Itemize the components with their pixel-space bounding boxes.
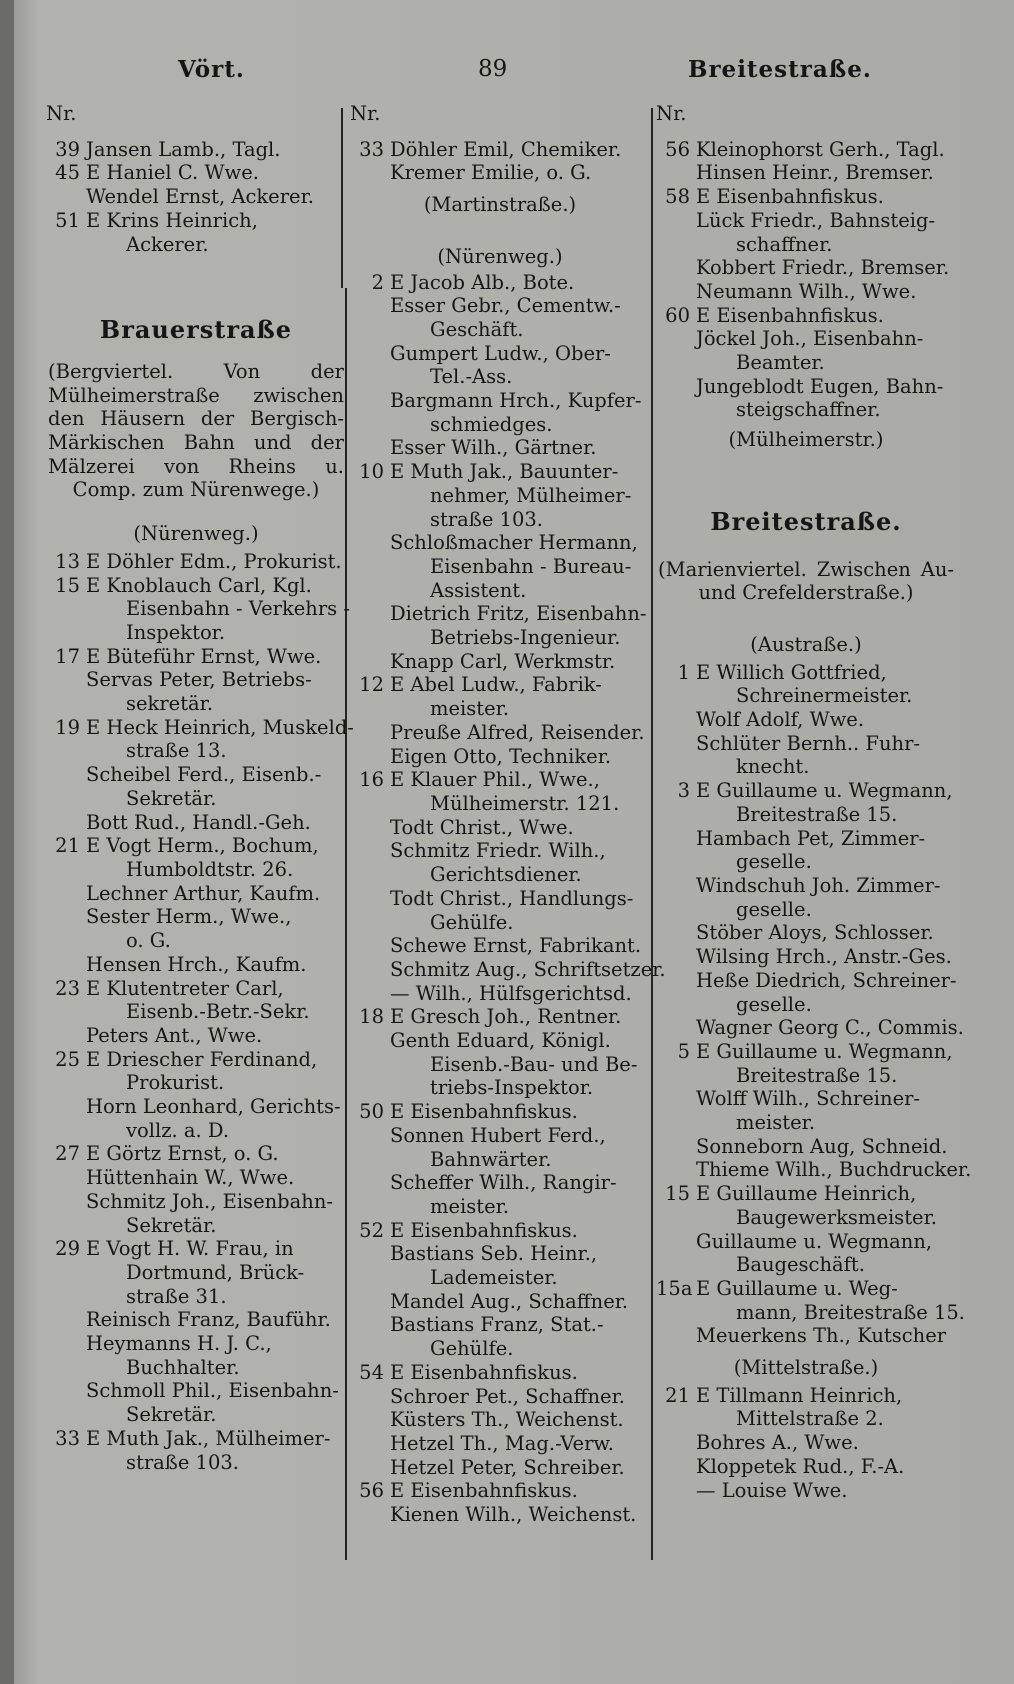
- entry-continuation: straße 103.: [126, 1450, 239, 1474]
- house-number: 56: [665, 137, 690, 161]
- entry-text: Schmitz Aug., Schriftsetzer.: [390, 957, 666, 981]
- entry-text: Kienen Wilh., Weichenst.: [390, 1503, 637, 1527]
- list-item: [350, 1005, 650, 1029]
- entry-text: E Guillaume u. Wegmann,: [696, 779, 953, 803]
- list-item: [46, 668, 346, 715]
- list-item: [656, 1230, 956, 1277]
- entry-text: E Vogt Herm., Bochum,: [86, 834, 319, 858]
- spacer: [46, 502, 346, 514]
- entry-continuation: schaffner.: [736, 232, 833, 256]
- entry-text: Heymanns H. J. C.,: [86, 1332, 272, 1356]
- entry-text: — Louise Wwe.: [696, 1478, 848, 1502]
- list-item: [46, 1048, 346, 1095]
- entry-text: Schroer Pet., Schaffner.: [390, 1384, 625, 1408]
- list-item: [46, 763, 346, 810]
- list-item: [350, 1313, 650, 1360]
- list-item: [656, 1016, 964, 1040]
- list-item: [656, 138, 956, 162]
- house-number: 51: [55, 208, 80, 232]
- list-item: [350, 1124, 650, 1171]
- entry-text: Dietrich Fritz, Eisenbahn-: [390, 602, 647, 626]
- entry-text: Schewe Ernst, Fabrikant.: [390, 934, 642, 958]
- cross-street: (Mittelstraße.): [733, 1356, 879, 1380]
- entry-continuation: o. G.: [126, 929, 171, 953]
- list-item: [350, 887, 650, 934]
- entry-continuation: Mülheimerstr. 121.: [430, 791, 620, 815]
- entry-text: Schmitz Friedr. Wilh.,: [390, 839, 606, 863]
- entry-text: Todt Christ., Handlungs-: [390, 886, 634, 910]
- entry-continuation: Ackerer.: [126, 232, 209, 256]
- entry-continuation: Tel.-Ass.: [430, 365, 513, 389]
- book-spine-shadow: [0, 0, 14, 1684]
- entry-continuation: Gehülfe.: [430, 1337, 514, 1361]
- entry-continuation: Prokurist.: [126, 1071, 225, 1095]
- entry-text: E Vogt H. W. Frau, in: [86, 1237, 294, 1261]
- house-number: 15a: [656, 1276, 693, 1300]
- list-item: [350, 768, 650, 815]
- list-item: [656, 161, 956, 185]
- entry-continuation: Mittelstraße 2.: [736, 1407, 884, 1431]
- list-item: [46, 185, 346, 209]
- entry-text: Reinisch Franz, Bauführ.: [86, 1308, 331, 1332]
- entry-text: Sonneborn Aug, Schneid.: [696, 1134, 948, 1158]
- entry-continuation: straße 31.: [126, 1284, 227, 1308]
- list-item: [656, 327, 956, 374]
- entry-text: Meuerkens Th., Kutscher: [696, 1324, 947, 1348]
- list-item: [46, 1166, 346, 1190]
- house-number: 13: [55, 549, 80, 573]
- entry-continuation: geselle.: [736, 992, 812, 1016]
- entry-text: E Eisenbahnfiskus.: [390, 1360, 578, 1384]
- list-item: [656, 779, 956, 826]
- entry-text: Heße Diedrich, Schreiner-: [696, 968, 957, 992]
- house-number: 15: [665, 1182, 690, 1206]
- list-item: [656, 185, 956, 209]
- list-item: [350, 138, 650, 162]
- entry-continuation: Bahnwärter.: [430, 1147, 552, 1171]
- list-item: [656, 1324, 956, 1348]
- list-item: [46, 1308, 346, 1332]
- entry-text: — Wilh., Hülfsgerichtsd.: [390, 981, 632, 1005]
- list-item: [46, 1095, 346, 1142]
- entry-text: Hetzel Peter, Schreiber.: [390, 1455, 625, 1479]
- entry-continuation: meister.: [430, 1194, 510, 1218]
- list-item: [46, 715, 354, 763]
- house-number: 16: [359, 768, 384, 792]
- house-number: 54: [359, 1360, 384, 1384]
- list-item: [350, 460, 650, 531]
- entry-continuation: straße 13.: [126, 739, 227, 763]
- house-number: 33: [55, 1426, 80, 1450]
- list-item: [46, 977, 346, 1024]
- entry-continuation: schmiedges.: [430, 412, 553, 436]
- list-item: [46, 905, 346, 952]
- entry-text: E Eisenbahnfiskus.: [390, 1218, 578, 1242]
- entry-text: E Heck Heinrich, Muskeld-: [86, 715, 354, 739]
- cross-street: (Nürenweg.): [133, 522, 259, 546]
- entry-text: E Döhler Edm., Prokurist.: [86, 549, 342, 573]
- entry-continuation: geselle.: [736, 850, 812, 874]
- house-number: 12: [359, 673, 384, 697]
- house-number: 50: [359, 1100, 384, 1124]
- entry-text: Genth Eduard, Königl.: [390, 1029, 611, 1053]
- running-head-right: Breitestraße.: [688, 56, 872, 83]
- house-number: 25: [55, 1047, 80, 1071]
- house-number: 18: [359, 1005, 384, 1029]
- list-item: [656, 969, 956, 1016]
- entry-text: Neumann Wilh., Wwe.: [696, 279, 917, 303]
- entry-continuation: vollz. a. D.: [126, 1118, 230, 1142]
- entry-text: E Knoblauch Carl, Kgl.: [86, 573, 312, 597]
- list-item: [656, 1182, 956, 1229]
- entry-continuation: Gerichtsdiener.: [430, 863, 582, 887]
- entry-text: E Klauer Phil., Wwe.,: [390, 768, 600, 792]
- list-item: [350, 436, 650, 460]
- list-item: [656, 945, 956, 969]
- entry-text: E Eisenbahnfiskus.: [696, 185, 884, 209]
- entry-text: Schloßmacher Hermann,: [390, 531, 638, 555]
- house-number: 19: [55, 715, 80, 739]
- house-number: 1: [677, 660, 690, 684]
- list-item: [350, 745, 650, 769]
- entry-continuation: straße 103.: [430, 507, 543, 531]
- entry-continuation: Eisenb.-Bau- und Be-: [430, 1052, 638, 1076]
- list-item: [656, 1040, 956, 1087]
- list-item: [656, 1087, 956, 1134]
- spacer: [656, 605, 956, 627]
- entry-text: Wilsing Hrch., Anstr.-Ges.: [696, 945, 952, 969]
- cross-street: (Mülheimerstr.): [728, 428, 884, 452]
- entry-text: Kleinophorst Gerh., Tagl.: [696, 137, 945, 161]
- column-3: [656, 102, 972, 1502]
- list-item: [46, 138, 346, 162]
- entry-continuation: Eisenb.-Betr.-Sekr.: [126, 1000, 310, 1024]
- section-title: Brauerstraße: [99, 315, 293, 345]
- entry-text: E Guillaume Heinrich,: [696, 1182, 917, 1206]
- entry-text: Mandel Aug., Schaffner.: [390, 1289, 629, 1313]
- house-number: 52: [359, 1218, 384, 1242]
- house-number: 5: [677, 1039, 690, 1063]
- entry-text: Lechner Arthur, Kaufm.: [86, 881, 321, 905]
- entry-text: Esser Wilh., Gärtner.: [390, 436, 597, 460]
- house-number: 33: [359, 137, 384, 161]
- entry-text: E Muth Jak., Bauunter-: [390, 460, 619, 484]
- entry-text: E Tillmann Heinrich,: [696, 1383, 903, 1407]
- house-number: 3: [677, 779, 690, 803]
- entry-text: Thieme Wilh., Buchdrucker.: [696, 1158, 972, 1182]
- entry-text: E Guillaume u. Weg-: [696, 1276, 898, 1300]
- entry-text: Bott Rud., Handl.-Geh.: [86, 810, 311, 834]
- house-number: 23: [55, 976, 80, 1000]
- house-number: 39: [55, 137, 80, 161]
- entry-continuation: triebs-Inspektor.: [430, 1076, 594, 1100]
- list-item: [46, 573, 350, 645]
- entry-continuation: Sekretär.: [126, 1213, 217, 1237]
- entry-text: Scheibel Ferd., Eisenb.-: [86, 763, 322, 787]
- house-number: 56: [359, 1479, 384, 1503]
- list-item: [656, 1431, 956, 1455]
- entry-continuation: Breitestraße 15.: [736, 1063, 898, 1087]
- entry-continuation: Baugeschäft.: [736, 1253, 865, 1277]
- entry-continuation: Geschäft.: [430, 317, 524, 341]
- entry-continuation: sekretär.: [126, 692, 214, 716]
- entry-continuation: Sekretär.: [126, 1403, 217, 1427]
- list-item: [656, 256, 956, 280]
- page-number: 89: [478, 56, 508, 82]
- entry-continuation: Sekretär.: [126, 786, 217, 810]
- list-item: [350, 957, 666, 982]
- entry-text: E Muth Jak., Mülheimer-: [86, 1426, 331, 1450]
- cross-street: (Nürenweg.): [437, 244, 563, 268]
- entry-text: Horn Leonhard, Gerichts-: [86, 1095, 341, 1119]
- entry-text: E Haniel C. Wwe.: [86, 161, 259, 185]
- entry-continuation: Eisenbahn - Verkehrs -: [126, 597, 350, 621]
- house-number: 2: [371, 270, 384, 294]
- entry-text: Eigen Otto, Techniker.: [390, 744, 612, 768]
- entry-continuation: Buchhalter.: [126, 1355, 240, 1379]
- entry-text: E Abel Ludw., Fabrik-: [390, 673, 602, 697]
- list-item: [656, 280, 956, 304]
- list-item: [350, 982, 650, 1006]
- house-number: 29: [55, 1237, 80, 1261]
- list-item: [46, 1024, 346, 1048]
- entry-continuation: Baugewerksmeister.: [736, 1205, 937, 1229]
- list-item: [656, 1135, 956, 1159]
- entry-text: E Eisenbahnfiskus.: [390, 1100, 578, 1124]
- entry-text: Stöber Aloys, Schlosser.: [696, 921, 934, 945]
- list-item: [350, 1361, 650, 1385]
- list-item: [350, 1456, 650, 1480]
- entry-text: Jöckel Joh., Eisenbahn-: [696, 327, 924, 351]
- list-item: [350, 934, 650, 958]
- list-item: [350, 1171, 650, 1218]
- column-1: [46, 102, 354, 1474]
- entry-text: E Görtz Ernst, o. G.: [86, 1142, 279, 1166]
- list-item: [350, 531, 650, 602]
- list-item: [656, 1276, 966, 1324]
- nr-label: Nr.: [350, 102, 381, 125]
- entry-text: Kobbert Friedr., Bremser.: [696, 256, 950, 280]
- list-item: [46, 1142, 346, 1166]
- entry-text: Todt Christ., Wwe.: [390, 815, 574, 839]
- house-number: 15: [55, 573, 80, 597]
- entry-continuation: meister.: [736, 1111, 816, 1135]
- entry-continuation: Betriebs-Ingenieur.: [430, 626, 621, 650]
- entry-text: E Klutentreter Carl,: [86, 976, 284, 1000]
- entry-continuation: geselle.: [736, 897, 812, 921]
- house-number: 45: [55, 161, 80, 185]
- section-description: (Marienviertel. Zwischen Au- und Crefelderstraße.): [658, 557, 954, 605]
- list-item: [656, 874, 956, 921]
- entry-text: Servas Peter, Betriebs-: [86, 668, 312, 692]
- list-item: [350, 1385, 650, 1409]
- entry-text: Preuße Alfred, Reisender.: [390, 720, 645, 744]
- list-item: [350, 1242, 650, 1289]
- entry-text: Windschuh Joh. Zimmer-: [696, 873, 941, 897]
- entry-text: Bastians Seb. Heinr.,: [390, 1242, 598, 1266]
- list-item: [350, 839, 650, 886]
- list-item: [656, 921, 956, 945]
- list-item: [46, 550, 346, 574]
- entry-text: Esser Gebr., Cementw.-: [390, 294, 621, 318]
- cross-street: (Martinstraße.): [423, 193, 577, 217]
- entry-text: Schlüter Bernh.. Fuhr-: [696, 731, 920, 755]
- list-item: [46, 645, 346, 669]
- running-head-left: Vört.: [178, 56, 245, 83]
- entry-text: Knapp Carl, Werkmstr.: [390, 649, 616, 673]
- entry-continuation: Gehülfe.: [430, 910, 514, 934]
- entry-text: Scheffer Wilh., Rangir-: [390, 1171, 617, 1195]
- list-item: [350, 294, 650, 341]
- entry-text: E Eisenbahnfiskus.: [390, 1479, 578, 1503]
- entry-continuation: Breitestraße 15.: [736, 802, 898, 826]
- entry-text: Sester Herm., Wwe.,: [86, 905, 292, 929]
- entry-continuation: Lademeister.: [430, 1266, 558, 1290]
- entry-text: Kremer Emilie, o. G.: [390, 161, 592, 185]
- nr-label: Nr.: [46, 102, 77, 125]
- entry-text: Lück Friedr., Bahnsteig-: [696, 208, 936, 232]
- entry-continuation: Assistent.: [430, 578, 527, 602]
- entry-text: Küsters Th., Weichenst.: [390, 1408, 624, 1432]
- list-item: [350, 1503, 650, 1527]
- entry-text: E Jacob Alb., Bote.: [390, 270, 575, 294]
- house-number: 17: [55, 644, 80, 668]
- list-item: [46, 1190, 346, 1237]
- list-item: [656, 209, 956, 256]
- entry-text: E Eisenbahnfiskus.: [696, 303, 884, 327]
- list-item: [656, 827, 956, 874]
- entry-text: E Guillaume u. Wegmann,: [696, 1039, 953, 1063]
- cross-street: (Austraße.): [750, 632, 862, 656]
- list-item: [350, 650, 650, 674]
- list-item: [656, 375, 956, 422]
- list-item: [46, 811, 346, 835]
- list-item: [350, 1100, 650, 1124]
- entry-text: Jansen Lamb., Tagl.: [86, 137, 281, 161]
- list-item: [350, 602, 650, 649]
- house-number: 10: [359, 460, 384, 484]
- list-item: [350, 161, 650, 185]
- list-item: [350, 389, 650, 436]
- entry-text: E Driescher Ferdinand,: [86, 1047, 318, 1071]
- list-item: [656, 304, 956, 328]
- list-item: [656, 1479, 956, 1503]
- entry-text: Hüttenhain W., Wwe.: [86, 1166, 295, 1190]
- entry-text: Hensen Hrch., Kaufm.: [86, 952, 307, 976]
- list-item: [350, 1432, 650, 1456]
- entry-text: Wolf Adolf, Wwe.: [696, 708, 865, 732]
- entry-text: Bargmann Hrch., Kupfer-: [390, 389, 642, 413]
- house-number: 21: [55, 834, 80, 858]
- entry-text: Sonnen Hubert Ferd.,: [390, 1123, 606, 1147]
- entry-text: E Büteführ Ernst, Wwe.: [86, 644, 322, 668]
- list-item: [350, 271, 650, 295]
- list-item: [656, 732, 956, 779]
- list-item: [350, 1219, 650, 1243]
- entry-text: Wolff Wilh., Schreiner-: [696, 1087, 921, 1111]
- entry-text: E Willich Gottfried,: [696, 660, 887, 684]
- entry-text: E Krins Heinrich,: [86, 208, 258, 232]
- entry-continuation: meister.: [430, 697, 510, 721]
- list-item: [46, 1379, 346, 1426]
- entry-text: Schmoll Phil., Eisenbahn-: [86, 1379, 339, 1403]
- spacer: [350, 126, 650, 138]
- entry-text: Hambach Pet, Zimmer-: [696, 826, 926, 850]
- entry-continuation: Beamter.: [736, 351, 825, 375]
- entry-continuation: Dortmund, Brück-: [126, 1260, 305, 1284]
- column-2: [350, 102, 666, 1527]
- entry-text: E Gresch Joh., Rentner.: [390, 1005, 622, 1029]
- list-item: [656, 708, 956, 732]
- spacer: [350, 217, 650, 239]
- entry-text: Guillaume u. Wegmann,: [696, 1229, 933, 1253]
- entry-continuation: Eisenbahn - Bureau-: [430, 554, 632, 578]
- list-item: [46, 1332, 346, 1379]
- list-item: [656, 1158, 972, 1182]
- column-divider-2: [651, 108, 653, 1560]
- section-title: Breitestraße.: [710, 506, 902, 536]
- spacer: [46, 126, 346, 138]
- entry-text: Peters Ant., Wwe.: [86, 1023, 263, 1047]
- house-number: 60: [665, 303, 690, 327]
- entry-text: Schmitz Joh., Eisenbahn-: [86, 1189, 333, 1213]
- entry-text: Gumpert Ludw., Ober-: [390, 341, 611, 365]
- entry-continuation: mann, Breitestraße 15.: [736, 1300, 966, 1324]
- list-item: [350, 1290, 650, 1314]
- house-number: 58: [665, 185, 690, 209]
- list-item: [46, 834, 346, 881]
- entry-text: Wagner Georg C., Commis.: [696, 1016, 964, 1040]
- list-item: [656, 1455, 956, 1479]
- entry-continuation: Inspektor.: [126, 620, 226, 644]
- spacer: [656, 126, 956, 138]
- list-item: [350, 816, 650, 840]
- entry-continuation: Schreinermeister.: [736, 684, 913, 708]
- list-item: [46, 1427, 346, 1474]
- list-item: [46, 953, 346, 977]
- entry-text: Wendel Ernst, Ackerer.: [86, 185, 314, 209]
- entry-text: Hetzel Th., Mag.-Verw.: [390, 1431, 614, 1455]
- list-item: [350, 673, 650, 720]
- section-description: (Bergviertel. Von der Mülheimerstraße zwischen den Häusern der Bergisch-Märkischen Bahn und der Mälzerei von Rheins u. Comp. zum Nürenwege.): [48, 359, 344, 502]
- list-item: [46, 882, 346, 906]
- entry-text: Hinsen Heinr., Bremser.: [696, 161, 934, 185]
- entry-text: Bohres A., Wwe.: [696, 1431, 859, 1455]
- nr-label: Nr.: [656, 102, 687, 125]
- list-item: [46, 209, 346, 256]
- entry-text: Jungeblodt Eugen, Bahn-: [696, 374, 944, 398]
- entry-continuation: knecht.: [736, 755, 810, 779]
- list-item: [46, 1237, 346, 1308]
- list-item: [46, 161, 346, 185]
- list-item: [656, 1384, 956, 1431]
- entry-text: Kloppetek Rud., F.-A.: [696, 1454, 905, 1478]
- list-item: [350, 721, 650, 745]
- list-item: [350, 1029, 650, 1100]
- list-item: [350, 1408, 650, 1432]
- house-number: 21: [665, 1383, 690, 1407]
- entry-text: Döhler Emil, Chemiker.: [390, 137, 622, 161]
- entry-continuation: Humboldtstr. 26.: [126, 857, 294, 881]
- house-number: 27: [55, 1142, 80, 1166]
- entry-continuation: nehmer, Mülheimer-: [430, 483, 632, 507]
- entry-text: Bastians Franz, Stat.-: [390, 1313, 604, 1337]
- list-item: [350, 1479, 650, 1503]
- entry-continuation: steigschaffner.: [736, 398, 881, 422]
- list-item: [656, 661, 956, 708]
- list-item: [350, 342, 650, 389]
